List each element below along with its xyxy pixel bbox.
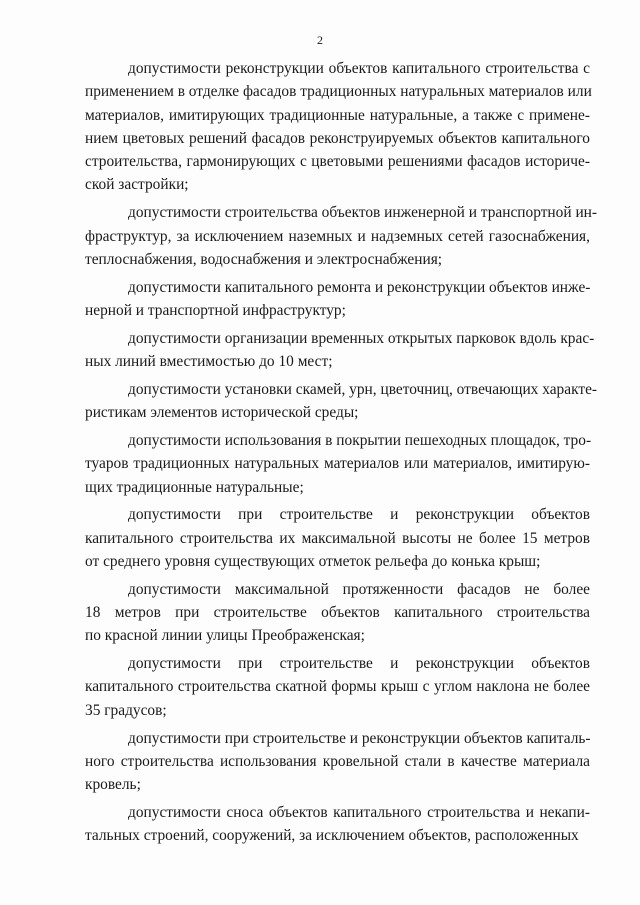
- text-line: допустимости организации временных открытых парковок вдоль крас-: [128, 329, 595, 347]
- paragraph: [85, 327, 595, 374]
- text-line: щих традиционные натуральные;: [85, 478, 304, 496]
- text-line: допустимости сноса объектов капитального строительства и некапи-: [128, 803, 590, 821]
- text-line: капитального строительства их максимальной высоты не более 15 метров: [85, 529, 590, 547]
- paragraph: [85, 57, 590, 197]
- text-line: строительства, гармонирующих с цветовыми решениями фасадов историче-: [85, 153, 590, 171]
- text-line: допустимости при строительстве и реконструкции объектов капиталь-: [128, 729, 591, 747]
- paragraph: [85, 652, 590, 722]
- text-line: допустимости реконструкции объектов капитального строительства с: [128, 60, 590, 77]
- text-line: допустимости при строительстве и реконструкции объектов: [128, 506, 590, 524]
- paragraph: [85, 276, 590, 323]
- text-line: допустимости капитального ремонта и реконструкции объектов инже-: [128, 278, 591, 296]
- paragraph: [85, 201, 598, 271]
- paragraph: [85, 578, 590, 648]
- text-line: ных линий вместимостью до 10 мест;: [85, 353, 333, 371]
- text-line: ристикам элементов исторической среды;: [85, 404, 359, 422]
- paragraph: [85, 378, 598, 425]
- paragraph: [85, 503, 590, 573]
- text-line: применением в отделке фасадов традиционных натуральных материалов или: [85, 83, 592, 101]
- text-line: теплоснабжения, водоснабжения и электроснабжения;: [85, 250, 443, 268]
- text-line: допустимости использования в покрытии пешеходных площадок, тро-: [128, 431, 592, 449]
- text-line: 18 метров при строительстве объектов капитального строительства: [85, 604, 590, 622]
- text-line: допустимости строительства объектов инженерной и транспортной ин-: [128, 204, 598, 222]
- text-line: тальных строений, сооружений, за исключением объектов, расположенных: [85, 827, 579, 845]
- text-line: капитального строительства скатной формы крыш с углом наклона не более: [85, 678, 590, 696]
- paragraph: [85, 801, 590, 848]
- text-line: допустимости при строительстве и реконструкции объектов: [128, 655, 590, 673]
- text-line: нием цветовых решений фасадов реконструируемых объектов капитального: [85, 129, 590, 147]
- text-line: по красной линии улицы Преображенская;: [85, 627, 365, 645]
- text-line: допустимости установки скамей, урн, цветочниц, отвечающих характе-: [128, 380, 598, 398]
- text-line: фраструктур, за исключением наземных и надземных сетей газоснабжения,: [85, 227, 590, 245]
- text-line: от среднего уровня существующих отметок рельефа до конька крыш;: [85, 552, 541, 570]
- text-line: 35 градусов;: [85, 701, 167, 719]
- paragraph: [85, 429, 590, 499]
- text-line: допустимости максимальной протяженности фасадов не более: [128, 580, 590, 598]
- document-body: [85, 57, 598, 852]
- text-line: ного строительства использования кровельной стали в качестве материала: [85, 752, 590, 770]
- text-line: ской застройки;: [85, 176, 189, 194]
- text-line: кровель;: [85, 776, 141, 794]
- paragraph: [85, 727, 590, 797]
- text-line: материалов, имитирующих традиционные натуральные, а также с примене-: [85, 106, 590, 124]
- page-number: 2: [317, 33, 323, 47]
- text-line: нерной и транспортной инфраструктур;: [85, 301, 346, 319]
- text-line: туаров традиционных натуральных материалов или материалов, имитирую-: [85, 455, 590, 473]
